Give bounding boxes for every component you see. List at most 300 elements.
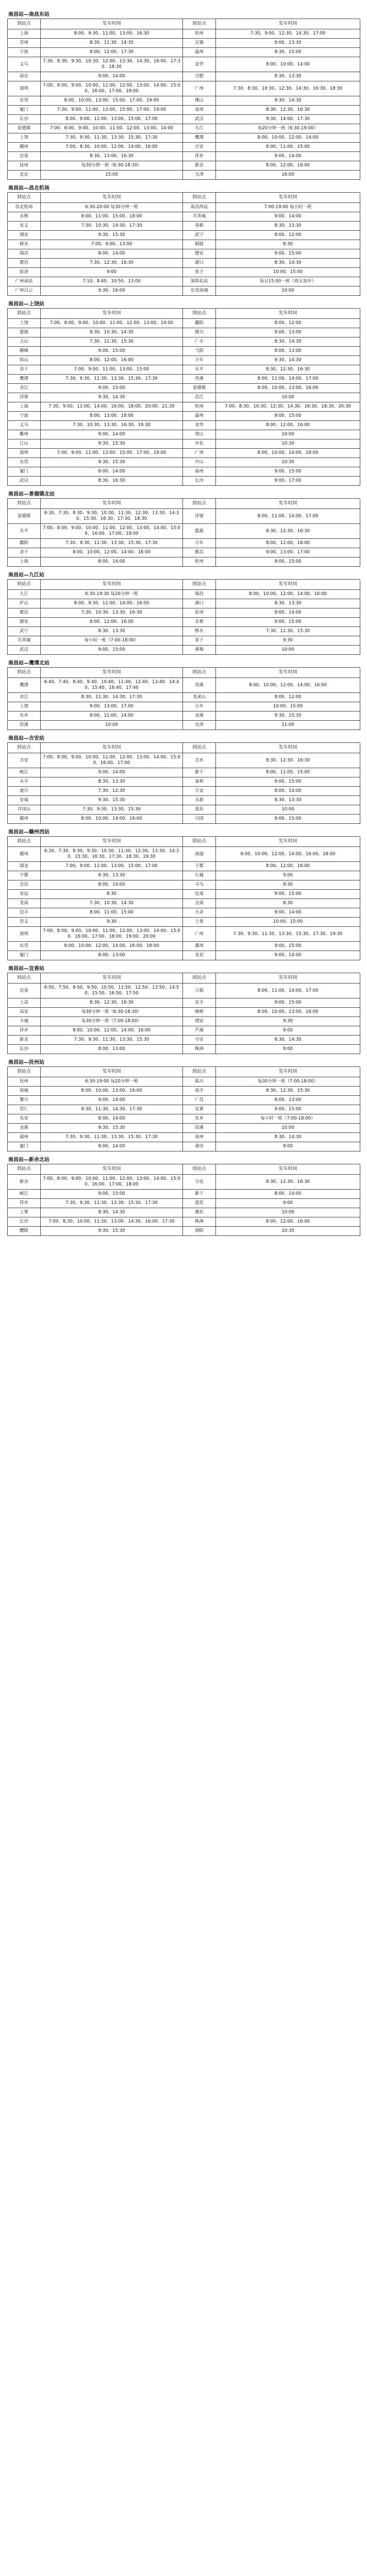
destination-cell: 丰城 xyxy=(8,1017,41,1026)
departure-times-cell: 8:30、11:30、14:30、17:30 xyxy=(41,693,183,702)
departure-times-cell: 8:00、13:00 xyxy=(216,1096,360,1105)
destination-cell: 长沙 xyxy=(183,477,216,486)
destination-cell: 景德镇 xyxy=(8,509,41,524)
departure-times-cell: 7:30、9:30、11:30、13:30、15:30、17:30 xyxy=(41,539,183,548)
departure-times-cell: 8:00、11:00、14:00、17:00 xyxy=(216,509,360,524)
destination-cell: 深圳 xyxy=(8,449,41,458)
departure-times-cell: 9:00、15:00 xyxy=(41,646,183,655)
destination-cell: 衢州 xyxy=(8,430,41,439)
destination-cell: 都昌 xyxy=(8,259,41,268)
departure-times-cell: 每20分钟一班（6:30-19:00） xyxy=(216,124,360,133)
destination-cell: 宜春 xyxy=(8,152,41,161)
route-section xyxy=(7,829,360,960)
destination-cell: 上饶 xyxy=(8,319,41,328)
departure-times-cell: 7:30、9:30、11:30、13:30、15:30、17:30 xyxy=(41,1133,183,1142)
destination-cell: 分宜 xyxy=(183,1036,216,1045)
destination-cell: 都昌 xyxy=(183,548,216,557)
destination-cell: 广昌 xyxy=(183,1096,216,1105)
departure-times-cell: 9:30 xyxy=(41,918,183,927)
departure-times-cell: 9:00、13:30 xyxy=(216,39,360,48)
departure-times-cell: 7:30、9:30、13:30、15:30 xyxy=(41,805,183,815)
destination-cell: 株洲 xyxy=(183,1045,216,1054)
destination-cell: 横峰 xyxy=(8,347,41,356)
destination-cell: 佛山 xyxy=(183,96,216,106)
departure-times-cell: 7:30、9:30、11:30、13:30、15:30、17:30、19:30 xyxy=(216,927,360,942)
destination-cell: 上海 xyxy=(8,29,41,39)
destination-cell: 兴国 xyxy=(183,815,216,824)
departure-times-cell: 9:30、14:30 xyxy=(216,96,360,106)
destination-cell: 宁波 xyxy=(8,48,41,57)
destination-cell: 光泽 xyxy=(183,721,216,730)
destination-cell: 樟树 xyxy=(183,1008,216,1017)
destination-cell: 厦门 xyxy=(8,1142,41,1151)
departure-times-cell: 9:00、13:00、17:00 xyxy=(216,548,360,557)
destination-cell: 江山 xyxy=(8,439,41,449)
route-section xyxy=(7,1059,360,1151)
departure-times-cell: 9:00 xyxy=(41,268,183,277)
destination-cell: 鹰潭 xyxy=(8,375,41,384)
departure-times-cell: 9:00、14:00 xyxy=(41,72,183,81)
departure-times-cell: 9:00 xyxy=(216,1199,360,1208)
departure-times-cell: 8:00、14:00 xyxy=(41,557,183,567)
destination-cell: 抚州 xyxy=(8,1077,41,1087)
destination-cell: 铅山 xyxy=(8,356,41,365)
departure-times-cell: 9:00、14:00 xyxy=(216,152,360,161)
departure-times-cell: 每小时一班（7:00-18:00） xyxy=(41,636,183,646)
destination-cell: 昌江 xyxy=(183,393,216,402)
destination-cell: 崇义 xyxy=(8,918,41,927)
departure-times-cell: 8:00、12:00 xyxy=(216,319,360,328)
destination-cell: 株洲 xyxy=(183,1217,216,1227)
destination-cell: 北京 xyxy=(8,171,41,180)
destination-cell: 万安 xyxy=(183,787,216,796)
departure-times-cell: 8:30、10:30、14:30 xyxy=(41,328,183,337)
destination-cell: 龙岩 xyxy=(183,951,216,960)
destination-cell: 金溪 xyxy=(183,711,216,721)
destination-cell: 抚州 xyxy=(8,161,41,171)
departure-times-cell: 6:30-19:30 每20分钟一班 xyxy=(41,590,183,599)
destination-cell: 德安 xyxy=(183,249,216,259)
time-header: 发车时间 xyxy=(216,743,360,753)
departure-times-cell: 6:30、7:30、8:30、9:30、10:30、11:30、12:30、13:30、14:30、15:30、16:30、17:30、18:30 xyxy=(41,509,183,524)
departure-times-cell: 9:00、17:00 xyxy=(216,477,360,486)
departure-times-cell: 9:00、15:00 xyxy=(216,618,360,627)
departure-times-cell: 8:30、12:30、16:30 xyxy=(41,998,183,1008)
destination-cell: 峡江 xyxy=(8,1190,41,1199)
departure-times-cell: 8:00、14:00 xyxy=(41,467,183,477)
departure-times-cell: 8:00、12:00、16:00 xyxy=(41,618,183,627)
departure-times-cell: 每日15:00一班（周五加开） xyxy=(216,277,360,286)
time-header: 发车时间 xyxy=(41,309,183,319)
departure-times-cell: 8:00、12:00、16:00 xyxy=(216,421,360,430)
departure-times-cell: 9:30、15:00 xyxy=(216,48,360,57)
departure-times-cell: 10:30 xyxy=(216,1227,360,1236)
destination-cell: 黎川 xyxy=(8,1096,41,1105)
departure-times-cell: 8:30、13:30 xyxy=(216,599,360,608)
destination-header: 到站点 xyxy=(183,973,216,984)
departure-times-cell: 8:00、12:00、16:00 xyxy=(216,539,360,548)
departure-times-cell: 10:00 xyxy=(216,286,360,296)
destination-cell: 浮梁 xyxy=(183,509,216,524)
destination-cell: 莆田 xyxy=(183,1142,216,1151)
destination-cell: 靖安 xyxy=(183,1017,216,1026)
departure-times-cell: 10:00 xyxy=(216,646,360,655)
departure-times-cell: 8:00、11:00、14:00 xyxy=(41,711,183,721)
departure-times-cell: 8:30、12:30、16:30 xyxy=(216,1175,360,1190)
destination-header: 到站点 xyxy=(183,837,216,847)
route-section xyxy=(7,660,360,730)
destination-cell: 瑞金 xyxy=(8,862,41,871)
departure-times-cell: 8:00、11:00、15:00、18:00 xyxy=(41,212,183,222)
departure-times-cell: 6:30-19:00 每20分钟一班 xyxy=(41,1077,183,1087)
destination-cell: 南丰 xyxy=(183,1087,216,1096)
time-header: 发车时间 xyxy=(41,837,183,847)
destination-cell: 杭州 xyxy=(183,557,216,567)
destination-cell: 乐平 xyxy=(8,524,41,539)
departure-times-cell: 8:00、10:00、12:00、14:00、16:00 xyxy=(41,548,183,557)
departure-times-cell: 9:00、15:00 xyxy=(41,347,183,356)
time-header: 发车时间 xyxy=(41,1164,183,1175)
timetable-grid xyxy=(7,308,360,486)
destination-cell: 深圳 xyxy=(8,81,41,96)
time-header: 发车时间 xyxy=(41,1067,183,1077)
destination-cell: 资溪 xyxy=(183,1124,216,1133)
departure-times-cell: 7:30、9:30、11:30、13:30、15:30、17:30 xyxy=(41,133,183,143)
timetable-grid xyxy=(7,498,360,567)
departure-times-cell: 8:30、12:30、16:30 xyxy=(216,106,360,115)
destination-cell: 新干 xyxy=(183,768,216,777)
destination-cell: 万年 xyxy=(183,539,216,548)
destination-header: 到站点 xyxy=(183,1067,216,1077)
destination-cell: 彭泽 xyxy=(8,268,41,277)
departure-times-cell: 9:00 xyxy=(216,1045,360,1054)
destination-cell: 婺源 xyxy=(8,328,41,337)
destination-cell: 福州 xyxy=(183,467,216,477)
destination-cell: 永修 xyxy=(183,618,216,627)
section-title: 南昌站—宜春站 xyxy=(8,966,44,972)
departure-times-cell: 7:30、8:30、10:30、12:30、14:30、16:30、18:30 xyxy=(216,81,360,96)
departure-times-cell: 8:00、12:00、16:00 xyxy=(216,1217,360,1227)
destination-cell: 赣州 xyxy=(8,143,41,152)
destination-cell: 修水 xyxy=(8,240,41,249)
destination-cell: 武宁 xyxy=(8,627,41,636)
departure-times-cell: 9:30、15:30 xyxy=(41,439,183,449)
section-title: 南昌站—景德镇北站 xyxy=(8,492,55,497)
destination-cell: 南康 xyxy=(183,847,216,862)
time-header: 发车时间 xyxy=(41,668,183,678)
departure-times-cell: 9:00、15:00 xyxy=(216,942,360,951)
destination-cell: 新干 xyxy=(183,1190,216,1199)
departure-times-cell: 9:30、15:30 xyxy=(41,458,183,467)
destination-cell: 东莞 xyxy=(8,942,41,951)
destination-cell: 景德镇 xyxy=(183,384,216,393)
destination-cell: 赣州 xyxy=(8,815,41,824)
destination-cell: 东莞南城 xyxy=(183,286,216,296)
destination-cell: 万年 xyxy=(183,356,216,365)
departure-times-cell: 8:30、14:30 xyxy=(216,1036,360,1045)
destination-cell: 资溪 xyxy=(8,721,41,730)
timetable-grid xyxy=(7,1164,360,1236)
departure-times-cell: 7:00、9:00、11:00、13:00、15:00、17:00 xyxy=(41,862,183,871)
departure-times-cell: 8:30、13:30 xyxy=(216,796,360,805)
destination-cell: 信丰 xyxy=(8,908,41,918)
destination-cell: 东莞 xyxy=(8,458,41,467)
departure-times-cell: 每30分钟一班（7:00-18:00） xyxy=(216,1077,360,1087)
destination-cell: 武汉 xyxy=(8,477,41,486)
departure-times-cell: 8:00、9:00、11:00、13:00、15:00、17:00 xyxy=(41,115,183,124)
departure-times-cell: 8:00、10:00、12:00、14:00、16:00、18:00 xyxy=(216,847,360,862)
departure-times-cell: 9:00、15:00 xyxy=(216,815,360,824)
destination-cell: 安义 xyxy=(8,222,41,231)
destination-cell: 深圳 xyxy=(8,927,41,942)
departure-times-cell: 8:30、13:30 xyxy=(216,72,360,81)
destination-cell: 寻乌 xyxy=(183,880,216,890)
departure-times-cell: 9:30、15:30 xyxy=(41,1227,183,1236)
destination-cell: 余江 xyxy=(8,384,41,393)
departure-times-cell: 8:30、13:30 xyxy=(216,222,360,231)
departure-times-cell: 7:00、9:00、11:00、13:00、15:00 xyxy=(41,365,183,375)
destination-cell: 会昌 xyxy=(8,880,41,890)
timetable-grid xyxy=(7,836,360,960)
departure-times-cell: 7:10、8:40、10:50、13:00 xyxy=(41,277,183,286)
destination-cell: 萍乡 xyxy=(183,152,216,161)
section-title: 南昌站—赣州西站 xyxy=(8,829,49,835)
timetable-grid xyxy=(7,742,360,824)
departure-times-cell: 每30分钟一班（7:00-18:00） xyxy=(41,1017,183,1026)
destination-cell: 鹰潭 xyxy=(183,133,216,143)
destination-cell: 余干 xyxy=(8,365,41,375)
departure-times-cell: 10:00、15:00 xyxy=(216,702,360,711)
time-header: 发车时间 xyxy=(216,1067,360,1077)
destination-cell: 安远 xyxy=(8,890,41,899)
destination-header: 到站点 xyxy=(183,580,216,590)
departure-times-cell: 8:30、12:30、16:30 xyxy=(216,524,360,539)
destination-cell: 东莞 xyxy=(8,96,41,106)
departure-times-cell: 8:00、11:00、14:00、17:00 xyxy=(216,375,360,384)
departure-times-cell: 10:00 xyxy=(216,805,360,815)
departure-times-cell: 7:00、8:00、9:00、10:00、11:00、12:00、13:00、14:00、15:00、16:00、17:00 xyxy=(41,753,183,768)
destination-header: 到站点 xyxy=(8,1067,41,1077)
destination-cell: 永丰 xyxy=(8,777,41,787)
destination-cell: 临川 xyxy=(183,1077,216,1087)
destination-cell: 峡江 xyxy=(8,768,41,777)
destination-cell: 萍乡 xyxy=(8,1199,41,1208)
time-header: 发车时间 xyxy=(216,580,360,590)
departure-times-cell: 7:30、11:30、15:30 xyxy=(216,627,360,636)
timetable-grid xyxy=(7,192,360,296)
departure-times-cell: 8:30、13:00、16:30 xyxy=(41,152,183,161)
departure-times-cell: 7:00、8:00、9:00、10:00、11:00、12:00、13:00、14:00 xyxy=(41,319,183,328)
departure-times-cell: 8:00、12:00 xyxy=(216,693,360,702)
departure-times-cell: 8:30、13:30 xyxy=(41,627,183,636)
destination-cell: 铜鼓 xyxy=(183,240,216,249)
destination-cell: 石城 xyxy=(183,871,216,880)
departure-times-cell: 8:00、12:00、16:00 xyxy=(216,161,360,171)
destination-header: 到站点 xyxy=(8,837,41,847)
destination-cell: 鄱阳 xyxy=(8,539,41,548)
departure-times-cell: 7:30、10:30、13:30、16:30 xyxy=(41,608,183,618)
departure-times-cell: 8:00、10:00、13:00、16:00 xyxy=(41,1087,183,1096)
departure-times-cell: 9:00、14:00 xyxy=(216,608,360,618)
departure-times-cell: 8:30、11:30、14:30、17:30 xyxy=(41,1105,183,1114)
destination-cell: 广州 xyxy=(183,927,216,942)
departure-times-cell: 8:30、13:30 xyxy=(41,777,183,787)
departure-times-cell: 10:00 xyxy=(216,1208,360,1217)
destination-cell: 金华 xyxy=(183,57,216,72)
departure-times-cell: 8:00、14:00 xyxy=(41,1114,183,1124)
destination-cell: 东乡 xyxy=(183,1114,216,1124)
departure-times-cell: 10:00 xyxy=(216,430,360,439)
departure-times-cell: 8:00、14:00 xyxy=(216,1190,360,1199)
time-header: 发车时间 xyxy=(41,193,183,203)
departure-times-cell: 7:30、12:30、16:30 xyxy=(41,259,183,268)
departure-times-cell: 8:00、10:00、13:00、16:00 xyxy=(216,384,360,393)
destination-cell: 上高 xyxy=(8,998,41,1008)
destination-cell: 广州白云 xyxy=(8,286,41,296)
destination-cell: 宜春 xyxy=(8,984,41,998)
departure-times-cell: 8:00、9:30、11:00、14:00、16:00 xyxy=(41,599,183,608)
destination-cell: 星子 xyxy=(183,636,216,646)
destination-cell: 弋阳 xyxy=(183,347,216,356)
destination-cell: 共青城 xyxy=(8,636,41,646)
destination-cell: 崇仁 xyxy=(8,1105,41,1114)
destination-cell: 南城 xyxy=(8,1087,41,1096)
departure-times-cell: 9:30、16:00 xyxy=(41,286,183,296)
destination-cell: 武汉 xyxy=(183,115,216,124)
departure-times-cell: 9:00 xyxy=(216,871,360,880)
departure-times-cell: 9:00、15:00 xyxy=(216,412,360,421)
destination-cell: 赣州 xyxy=(8,847,41,862)
departure-times-cell: 8:00、9:30、11:00、13:00、16:30 xyxy=(41,29,183,39)
departure-times-cell: 8:00、12:00、17:30 xyxy=(41,48,183,57)
destination-cell: 瑞昌 xyxy=(183,590,216,599)
destination-cell: 南京 xyxy=(8,72,41,81)
route-section xyxy=(7,185,360,296)
departure-times-cell: 8:30、14:30 xyxy=(41,1208,183,1217)
destination-cell: 湖口 xyxy=(183,259,216,268)
departure-times-cell: 9:30、14:30 xyxy=(41,393,183,402)
departure-times-cell: 10:00、15:00 xyxy=(216,268,360,277)
destination-cell: 合肥 xyxy=(183,72,216,81)
destination-cell: 泰和 xyxy=(183,777,216,787)
departure-times-cell: 每小时一班（7:00-18:00） xyxy=(216,1114,360,1124)
destination-cell: 广州南站 xyxy=(8,277,41,286)
departure-times-cell: 每30分钟一班（6:30-18:30） xyxy=(41,161,183,171)
departure-times-cell: 10:00 xyxy=(41,721,183,730)
destination-cell: 浮梁 xyxy=(8,393,41,402)
departure-times-cell: 8:30 xyxy=(216,899,360,908)
destination-header: 到站点 xyxy=(8,580,41,590)
route-section xyxy=(7,572,360,655)
destination-cell: 温州 xyxy=(183,48,216,57)
time-header: 发车时间 xyxy=(41,973,183,984)
time-header: 发车时间 xyxy=(216,193,360,203)
departure-times-cell: 7:30、9:30、11:30、13:30、15:30、17:30 xyxy=(41,1199,183,1208)
timetable-grid xyxy=(7,19,360,180)
destination-cell: 于都 xyxy=(183,862,216,871)
destination-cell: 玉山 xyxy=(8,337,41,347)
destination-header: 到站点 xyxy=(8,973,41,984)
departure-times-cell: 7:00、8:00、9:00、10:00、11:00、12:00、13:00、14:00 xyxy=(41,124,183,133)
departure-times-cell: 9:00、14:00 xyxy=(41,768,183,777)
destination-cell: 芦溪 xyxy=(183,1026,216,1036)
departure-times-cell: 8:00、11:00、15:00 xyxy=(216,143,360,152)
destination-cell: 莲花 xyxy=(183,805,216,815)
destination-cell: 奉新 xyxy=(183,222,216,231)
time-header: 发车时间 xyxy=(216,973,360,984)
departure-times-cell: 15:00 xyxy=(41,171,183,180)
section-title: 南昌站—南昌东站 xyxy=(8,12,49,18)
departure-times-cell: 9:00、15:00 xyxy=(216,890,360,899)
departure-times-cell: 9:00、15:00 xyxy=(216,998,360,1008)
destination-cell: 庐山 xyxy=(8,599,41,608)
destination-cell: 开化 xyxy=(183,439,216,449)
departure-times-cell: 7:30、9:00、11:00、14:00、16:00、18:00、20:00、21:30 xyxy=(41,402,183,412)
destination-cell: 萍乡 xyxy=(8,1026,41,1036)
departure-times-cell: 8:00、10:00、12:00、14:00 xyxy=(216,133,360,143)
destination-cell: 武宁 xyxy=(183,231,216,240)
departure-times-cell: 6:40、7:40、8:40、9:40、10:40、11:40、12:40、13:40、14:40、15:40、16:40、17:40 xyxy=(41,678,183,693)
departure-times-cell: 8:00、12:00、16:00 xyxy=(216,862,360,871)
time-header: 发车时间 xyxy=(216,1164,360,1175)
destination-cell: 南昌西站 xyxy=(183,203,216,212)
departure-times-cell: 9:00、15:00 xyxy=(41,1190,183,1199)
departure-times-cell: 9:30、15:30 xyxy=(41,1124,183,1133)
destination-cell: 万年 xyxy=(183,702,216,711)
departure-times-cell: 9:00、15:00 xyxy=(216,557,360,567)
destination-cell: 义乌 xyxy=(8,421,41,430)
route-section xyxy=(7,11,360,180)
destination-cell: 靖安 xyxy=(8,231,41,240)
departure-times-cell: 9:00、14:00 xyxy=(216,908,360,918)
departure-times-cell: 7:00、9:00、13:00 xyxy=(41,240,183,249)
departure-times-cell: 9:00、15:00 xyxy=(216,1105,360,1114)
departure-times-cell: 8:00、10:00、12:00、14:00、16:00、18:00 xyxy=(41,942,183,951)
departure-times-cell: 9:30、14:30 xyxy=(216,356,360,365)
destination-cell: 瑞昌 xyxy=(8,249,41,259)
departure-times-cell: 8:30、14:30 xyxy=(216,259,360,268)
destination-cell: 宁都 xyxy=(8,871,41,880)
departure-times-cell: 9:00 xyxy=(216,1142,360,1151)
destination-cell: 广州 xyxy=(183,449,216,458)
destination-cell: 宁波 xyxy=(8,412,41,421)
destination-cell: 井冈山 xyxy=(8,805,41,815)
departure-times-cell: 7:30、9:00、12:30、14:30、17:00 xyxy=(216,29,360,39)
departure-times-cell: 9:00、15:00 xyxy=(216,249,360,259)
departure-times-cell: 7:00、8:00、9:00、10:00、11:00、12:00、13:00、14:00、15:00、16:00、17:00、18:00 xyxy=(41,1175,183,1190)
route-section xyxy=(7,301,360,486)
destination-header: 到站点 xyxy=(183,1164,216,1175)
destination-cell: 武汉 xyxy=(8,646,41,655)
destination-cell: 昌北机场 xyxy=(8,203,41,212)
departure-times-cell: 8:30 xyxy=(41,890,183,899)
destination-cell: 广州 xyxy=(183,81,216,96)
destination-cell: 金华 xyxy=(183,421,216,430)
timetable-grid xyxy=(7,973,360,1054)
departure-times-cell: 7:00、8:00、9:00、10:00、11:00、12:00、13:00、14:00、15:00、16:00、17:00、18:00 xyxy=(41,81,183,96)
departure-times-cell: 9:30 xyxy=(216,1017,360,1026)
destination-cell: 龙南 xyxy=(8,899,41,908)
destination-cell: 遂川 xyxy=(8,787,41,796)
section-title: 南昌站—鹰潭北站 xyxy=(8,660,49,666)
destination-cell: 德安 xyxy=(8,618,41,627)
departure-times-cell: 8:00、14:00 xyxy=(41,1142,183,1151)
time-header: 发车时间 xyxy=(216,309,360,319)
departure-times-cell: 7:30、10:30、14:30、17:30 xyxy=(41,222,183,231)
destination-header: 到站点 xyxy=(183,193,216,203)
destination-cell: 长沙 xyxy=(8,1217,41,1227)
destination-cell: 中山 xyxy=(183,458,216,467)
